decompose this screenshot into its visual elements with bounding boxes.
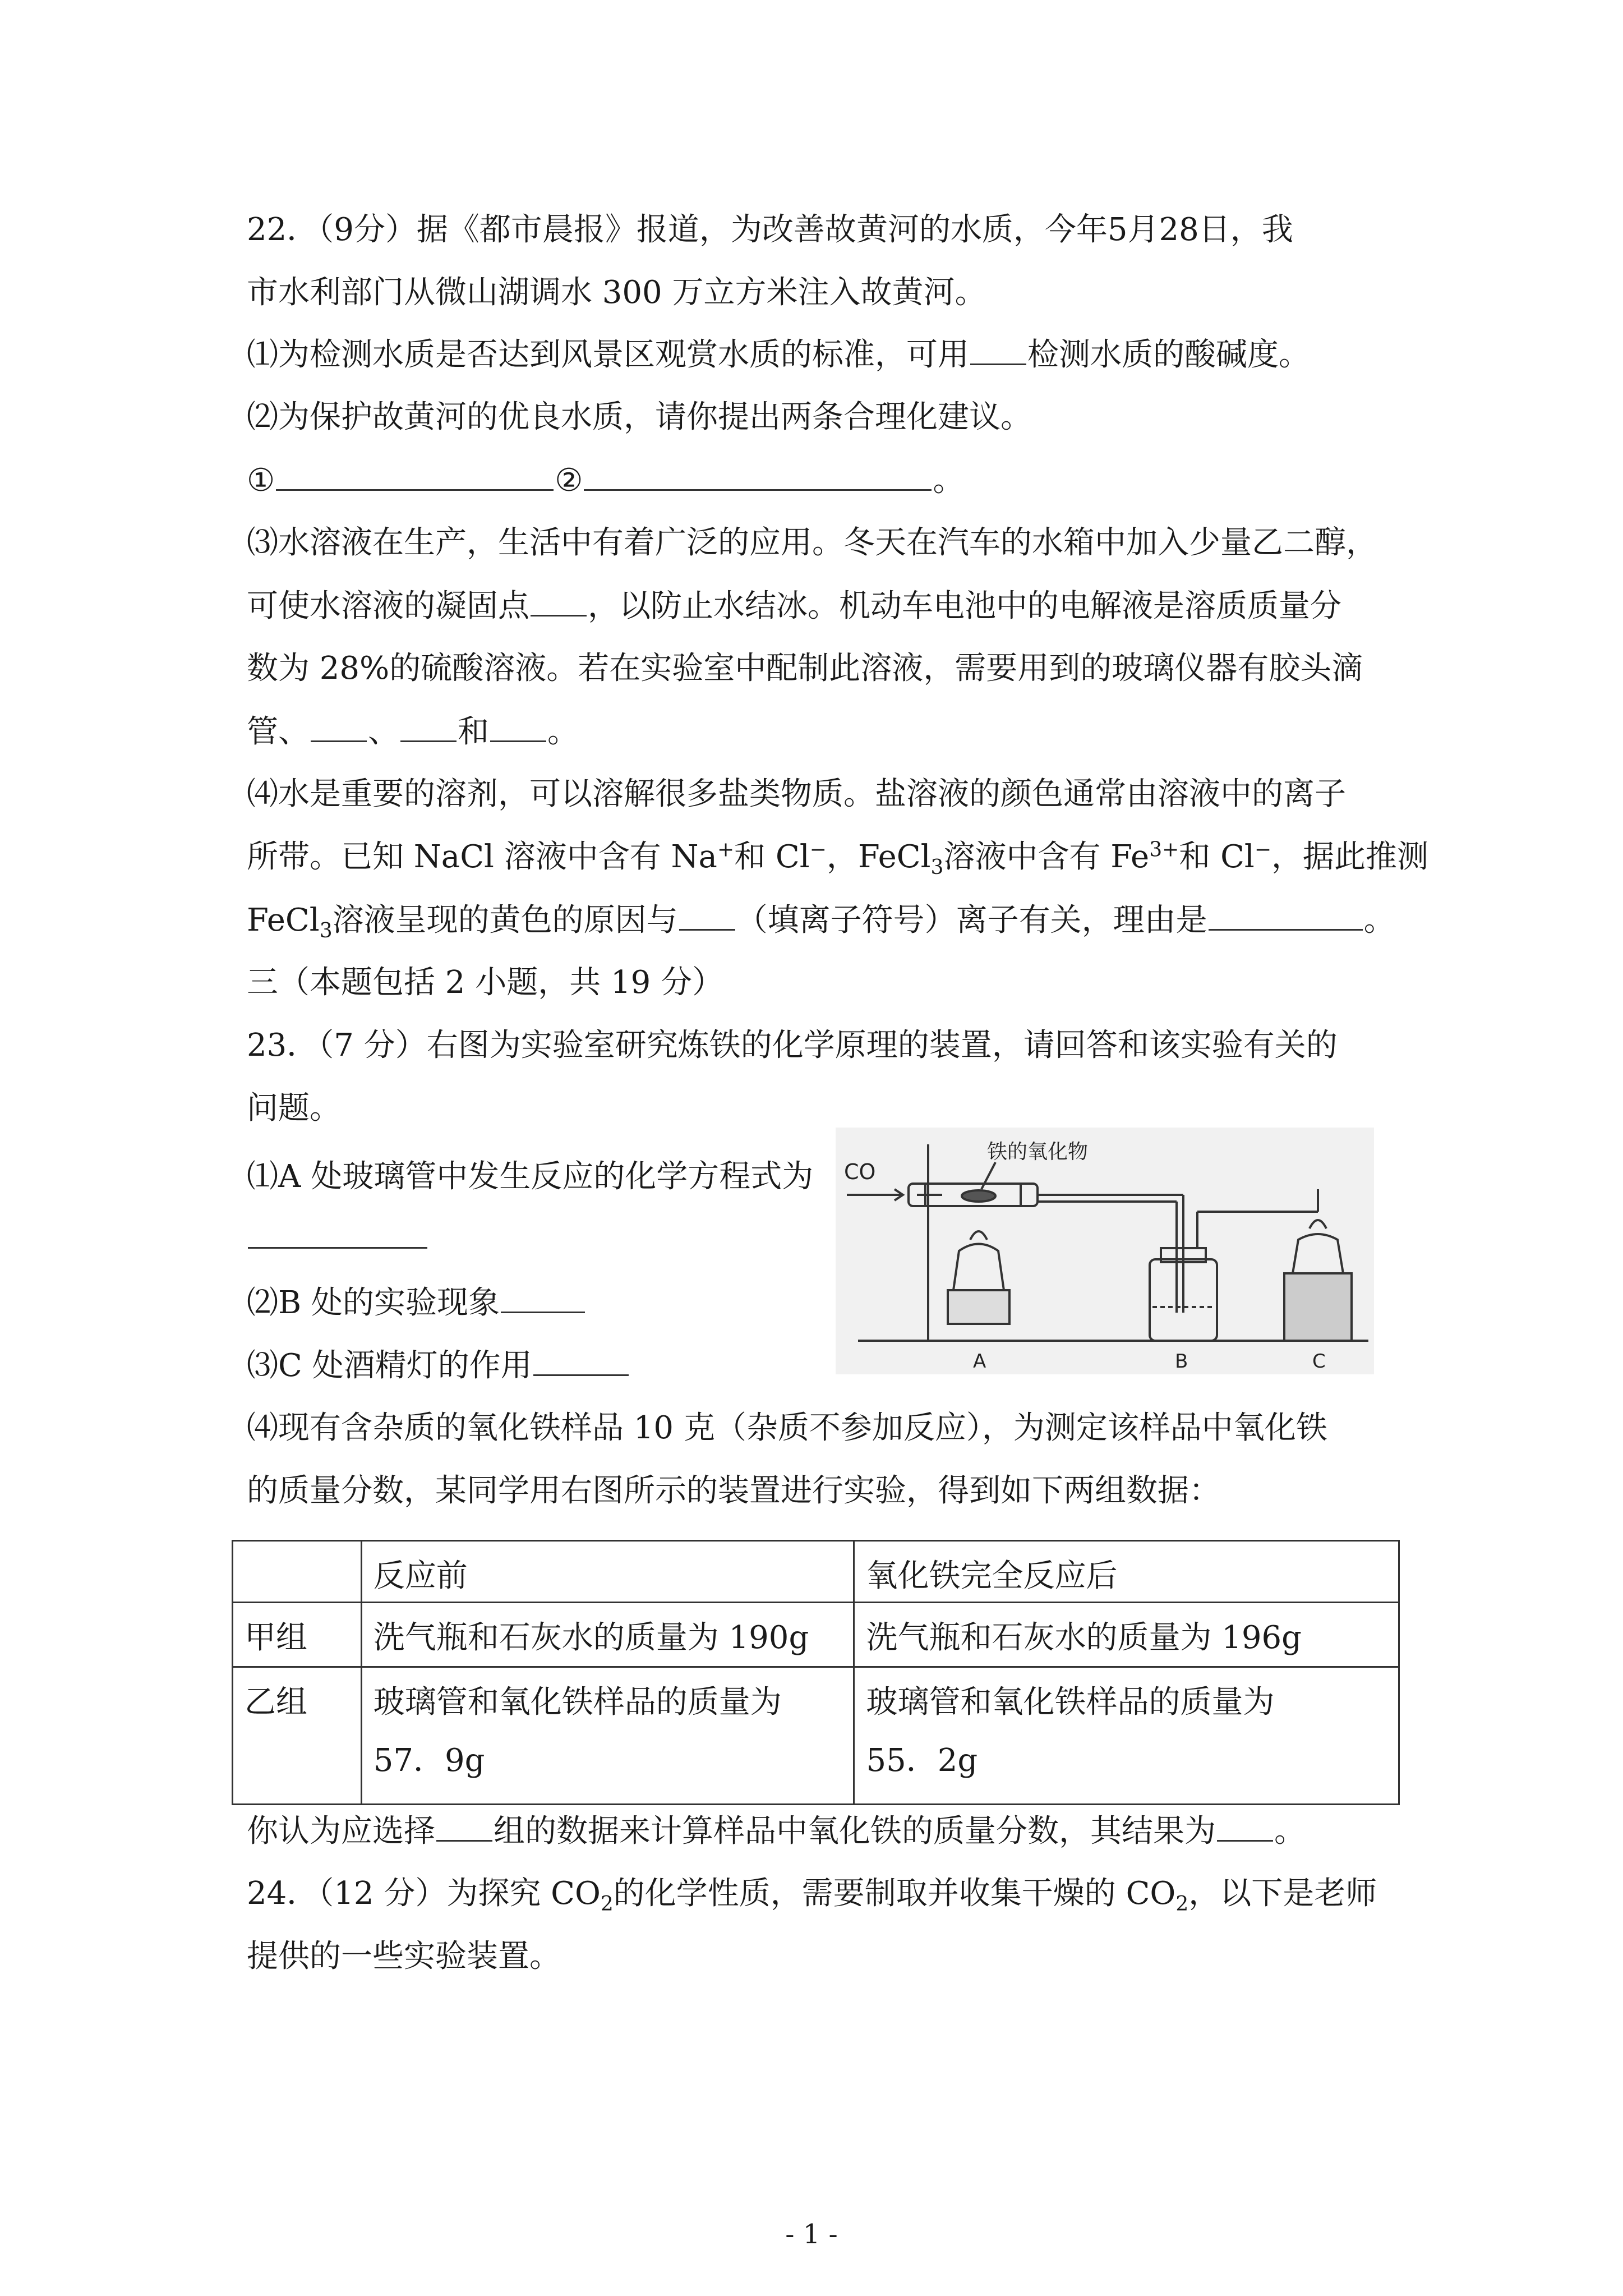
text: 检测水质的酸碱度。 bbox=[1027, 337, 1310, 373]
table-cell: 玻璃管和氧化铁样品的质量为 57．9g bbox=[361, 1667, 854, 1805]
answer-blank-2[interactable] bbox=[1209, 902, 1363, 931]
q22-line-2: 市水利部门从微山湖调水 300 万立方米注入故黄河。 bbox=[247, 274, 986, 311]
text: 你认为应选择 bbox=[247, 1813, 435, 1849]
answer-blank-1[interactable] bbox=[311, 714, 367, 742]
superscript: + bbox=[717, 838, 735, 862]
q23-after-table bbox=[247, 1813, 1306, 1849]
superscript: − bbox=[809, 838, 827, 862]
q22-line-11 bbox=[247, 838, 1428, 880]
section-3-heading: 三（本题包括 2 小题，共 19 分） bbox=[247, 964, 724, 1001]
q22-line-10: ⑷水是重要的溶剂，可以溶解很多盐类物质。盐溶液的颜色通常由溶液中的离子 bbox=[247, 776, 1346, 812]
q22-line-12 bbox=[247, 902, 1395, 943]
text: 管、 bbox=[247, 714, 310, 750]
text: 。 bbox=[547, 714, 579, 750]
superscript: 3+ bbox=[1149, 838, 1179, 862]
table-cell: 洗气瓶和石灰水的质量为 190g bbox=[361, 1603, 854, 1667]
subscript: 3 bbox=[930, 856, 944, 880]
text: 和 Cl bbox=[1179, 839, 1255, 875]
text: 所带。已知 NaCl 溶液中含有 Na bbox=[247, 839, 717, 875]
text: 的化学性质，需要制取并收集干燥的 CO bbox=[613, 1875, 1176, 1912]
text: FeCl bbox=[247, 902, 320, 938]
superscript: − bbox=[1254, 838, 1271, 862]
iron-oxide-label: 铁的氧化物 bbox=[987, 1140, 1089, 1163]
text: 。 bbox=[933, 462, 965, 499]
text: ，以下是老师 bbox=[1188, 1875, 1377, 1912]
q24-line-2: 提供的一些实验装置。 bbox=[247, 1938, 561, 1975]
text: ，据此推测 bbox=[1271, 839, 1428, 875]
q23-line-3: ⑴A 处玻璃管中发生反应的化学方程式为 bbox=[247, 1158, 814, 1195]
table-row bbox=[233, 1603, 1399, 1667]
answer-blank[interactable] bbox=[531, 588, 587, 616]
answer-blank-1[interactable] bbox=[436, 1813, 492, 1842]
text: 、 bbox=[368, 714, 399, 750]
table-row bbox=[233, 1667, 1399, 1805]
text: 可使水溶液的凝固点 bbox=[247, 588, 529, 624]
answer-blank-3[interactable] bbox=[490, 714, 546, 742]
answer-blank[interactable] bbox=[248, 1220, 427, 1249]
results-table bbox=[232, 1540, 1400, 1805]
text: ⑵B 处的实验现象 bbox=[247, 1285, 500, 1321]
answer-blank[interactable] bbox=[970, 337, 1026, 365]
q22-line-7 bbox=[247, 588, 1341, 624]
text: ① bbox=[247, 462, 275, 499]
q23-line-6: ⑷现有含杂质的氧化铁样品 10 克（杂质不参加反应），为测定该样品中氧化铁 bbox=[247, 1410, 1327, 1446]
text: 溶液呈现的黄色的原因与 bbox=[332, 902, 678, 938]
co-label: CO bbox=[844, 1159, 876, 1184]
text: ，以防止水结冰。机动车电池中的电解液是溶质质量分 bbox=[588, 588, 1341, 624]
q23-line-2: 问题。 bbox=[247, 1090, 341, 1126]
q22-line-1: 22．（9分）据《都市晨报》报道，为改善故黄河的水质，今年5月28日，我 bbox=[247, 211, 1293, 248]
q22-line-8: 数为 28%的硫酸溶液。若在实验室中配制此溶液，需要用到的玻璃仪器有胶头滴 bbox=[247, 650, 1363, 687]
answer-blank-1[interactable] bbox=[679, 902, 735, 931]
text: 组的数据来计算样品中氧化铁的质量分数，其结果为 bbox=[494, 1813, 1216, 1849]
page-number: - 1 - bbox=[785, 2219, 838, 2250]
answer-blank[interactable] bbox=[533, 1347, 629, 1376]
q23-line-1: 23．（7 分）右图为实验室研究炼铁的化学原理的装置，请回答和该实验有关的 bbox=[247, 1027, 1338, 1064]
q23-line-5 bbox=[247, 1347, 630, 1384]
table-header-cell bbox=[233, 1541, 362, 1603]
text: 。 bbox=[1274, 1813, 1306, 1849]
q22-line-4: ⑵为保护故黄河的优良水质，请你提出两条合理化建议。 bbox=[247, 399, 1032, 435]
text: 和 Cl bbox=[734, 839, 810, 875]
label-b: B bbox=[1175, 1350, 1188, 1373]
subscript: 3 bbox=[319, 919, 333, 943]
table-header-row bbox=[233, 1541, 1399, 1603]
answer-blank-1[interactable] bbox=[276, 462, 554, 491]
answer-blank[interactable] bbox=[501, 1285, 585, 1313]
table-cell-group: 乙组 bbox=[233, 1667, 362, 1805]
answer-blank-2[interactable] bbox=[400, 714, 457, 742]
text: ⑴为检测水质是否达到风景区观赏水质的标准，可用 bbox=[247, 337, 969, 373]
table-cell-group: 甲组 bbox=[233, 1603, 362, 1667]
table-cell: 洗气瓶和石灰水的质量为 196g bbox=[854, 1603, 1399, 1667]
text: ② bbox=[555, 462, 583, 499]
q22-line-3 bbox=[247, 337, 1310, 373]
label-c: C bbox=[1312, 1350, 1326, 1373]
text: ⑶C 处酒精灯的作用 bbox=[247, 1347, 532, 1384]
label-a: A bbox=[973, 1350, 986, 1373]
table-header-cell: 反应前 bbox=[361, 1541, 854, 1603]
q23-line-7: 的质量分数，某同学用右图所示的装置进行实验，得到如下两组数据： bbox=[247, 1473, 1220, 1509]
q22-line-6: ⑶水溶液在生产，生活中有着广泛的应用。冬天在汽车的水箱中加入少量乙二醇， bbox=[247, 524, 1377, 561]
table-header-cell: 氧化铁完全反应后 bbox=[854, 1541, 1399, 1603]
q23-line-3-blank bbox=[247, 1220, 428, 1257]
text: 溶液中含有 Fe bbox=[943, 839, 1150, 875]
q24-line-1 bbox=[247, 1875, 1377, 1916]
table-cell: 玻璃管和氧化铁样品的质量为 55．2g bbox=[854, 1667, 1399, 1805]
subscript: 2 bbox=[1175, 1893, 1189, 1916]
q22-line-9 bbox=[247, 714, 579, 750]
text: 和 bbox=[458, 714, 489, 750]
answer-blank-2[interactable] bbox=[1217, 1813, 1273, 1842]
text: ，FeCl bbox=[826, 839, 931, 875]
q22-line-5 bbox=[247, 462, 964, 499]
text: （填离子符号）离子有关，理由是 bbox=[736, 902, 1207, 938]
iron-smelting-apparatus-figure bbox=[836, 1128, 1374, 1374]
text: 24．（12 分）为探究 CO bbox=[247, 1875, 601, 1912]
text: 。 bbox=[1363, 902, 1395, 938]
subscript: 2 bbox=[600, 1893, 614, 1916]
q23-line-4 bbox=[247, 1285, 586, 1321]
answer-blank-2[interactable] bbox=[584, 462, 932, 491]
